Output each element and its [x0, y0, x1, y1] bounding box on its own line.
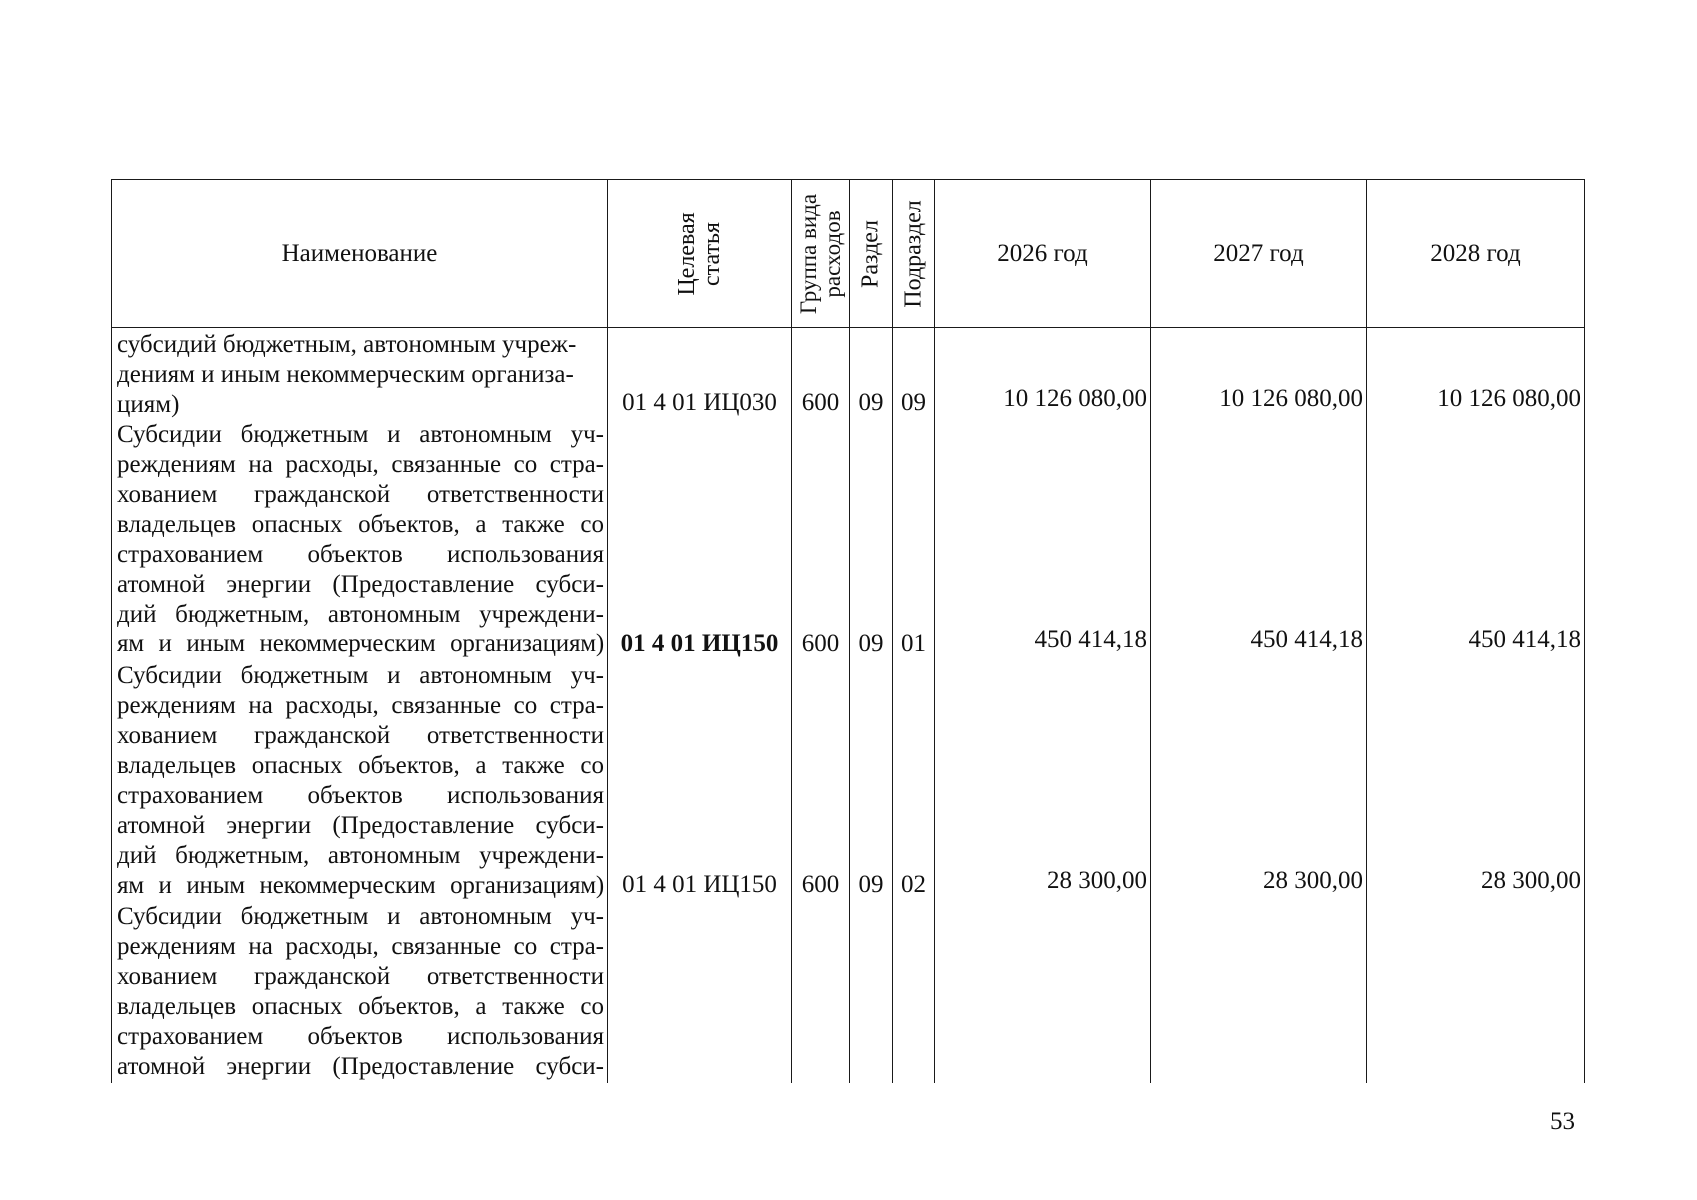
- row-y2027-cell: [1151, 661, 1367, 902]
- row-code-cell: [608, 328, 792, 421]
- row-y2028: 10 126 080,00: [1437, 385, 1581, 412]
- row-section: 09: [858, 389, 884, 416]
- table-row: [112, 661, 1585, 902]
- row-name-line: реждениям на расходы, связанные со стра-: [117, 451, 604, 479]
- table-header-row: [112, 180, 1585, 328]
- row-name-cell: [112, 328, 608, 421]
- row-y2026: 10 126 080,00: [1003, 385, 1147, 412]
- row-subsection-cell: [893, 328, 935, 421]
- row-name-line: страхованием объектов использования: [117, 781, 604, 809]
- row-y2026: 450 414,18: [1034, 626, 1147, 654]
- row-y2027-cell: [1151, 328, 1367, 421]
- row-code-cell: [608, 902, 792, 1083]
- row-group-cell: [792, 661, 850, 902]
- row-subsection-cell: [893, 661, 935, 902]
- header-year-2028: 2028 год: [1367, 180, 1585, 328]
- row-section: 09: [858, 871, 884, 899]
- row-y2027: 28 300,00: [1263, 867, 1363, 895]
- row-y2026-cell: [935, 902, 1151, 1083]
- row-name-line: хованием гражданской ответственности: [117, 963, 604, 991]
- table-row: [112, 902, 1585, 1083]
- row-name-line: субсидий бюджетным, автономным учреж-: [117, 331, 577, 358]
- page-number: 53: [1550, 1108, 1575, 1135]
- row-y2026-cell: [935, 328, 1151, 421]
- row-subsection: 09: [901, 389, 926, 416]
- row-name-line: Субсидии бюджетным и автономным уч-: [117, 662, 604, 690]
- header-section-text: Раздел: [857, 219, 884, 288]
- row-group: 600: [801, 630, 840, 658]
- row-subsection: 01: [901, 630, 926, 658]
- row-name-line: атомной энергии (Предоставление субси-: [117, 1052, 604, 1080]
- header-target-article: [608, 180, 792, 328]
- row-name-line: Субсидии бюджетным и автономным уч-: [117, 903, 604, 931]
- row-y2027: 10 126 080,00: [1219, 385, 1363, 412]
- row-name-line: дий бюджетным, автономным учреждени-: [117, 841, 604, 869]
- row-name-line: ям и иным некоммерческим организациям): [117, 630, 604, 658]
- row-code: 01 4 01 ИЦ150: [622, 871, 777, 899]
- row-name-cell: [112, 902, 608, 1083]
- row-section-cell: [850, 661, 893, 902]
- row-name-line: ям и иным некоммерческим организациям): [117, 871, 604, 899]
- row-name-line: циям): [117, 390, 180, 418]
- row-y2027: 450 414,18: [1250, 626, 1363, 654]
- row-name-line: владельцев опасных объектов, а также со: [117, 992, 604, 1020]
- row-name-line: реждениям на расходы, связанные со стра-: [117, 692, 604, 720]
- row-group: 600: [801, 389, 840, 416]
- row-name-line: атомной энергии (Предоставление субси-: [117, 570, 604, 598]
- header-expense-group: [792, 180, 850, 328]
- row-section-cell: [850, 902, 893, 1083]
- row-y2028: 28 300,00: [1481, 867, 1581, 895]
- row-y2028: 450 414,18: [1468, 626, 1581, 654]
- row-name-line: владельцев опасных объектов, а также со: [117, 751, 604, 779]
- row-section: 09: [858, 630, 884, 658]
- header-subsection-text: Подраздел: [900, 199, 926, 308]
- header-year-2027: 2027 год: [1151, 180, 1367, 328]
- row-name-line: дий бюджетным, автономным учреждени-: [117, 600, 604, 628]
- row-name-line: хованием гражданской ответственности: [117, 721, 604, 749]
- row-group-cell: [792, 902, 850, 1083]
- row-name-cell: [112, 420, 608, 661]
- header-expense-group-line1: Группа вида: [795, 193, 821, 314]
- header-section: [850, 180, 893, 328]
- header-name: Наименование: [112, 180, 608, 328]
- budget-table: [111, 179, 1585, 1083]
- header-target-article-line1: Целевая: [673, 211, 700, 296]
- row-name-line: дениям и иным некоммерческим организа-: [117, 360, 574, 388]
- row-name-line: страхованием объектов использования: [117, 1022, 604, 1050]
- row-y2028-cell: [1367, 420, 1585, 661]
- row-group-cell: [792, 420, 850, 661]
- row-subsection: 02: [901, 871, 926, 899]
- header-target-article-line2: статья: [698, 221, 725, 286]
- row-code-cell: [608, 420, 792, 661]
- row-name-line: Субсидии бюджетным и автономным уч-: [117, 421, 604, 449]
- header-subsection: [893, 180, 935, 328]
- row-section-cell: [850, 328, 893, 421]
- row-code-cell: [608, 661, 792, 902]
- row-y2028-cell: [1367, 902, 1585, 1083]
- table-row: [112, 328, 1585, 421]
- row-y2027-cell: [1151, 902, 1367, 1083]
- row-name-line: атомной энергии (Предоставление субси-: [117, 811, 604, 839]
- table-row: [112, 420, 1585, 661]
- row-y2026-cell: [935, 661, 1151, 902]
- row-section-cell: [850, 420, 893, 661]
- row-group: 600: [801, 871, 840, 899]
- row-y2028-cell: [1367, 661, 1585, 902]
- row-name-line: хованием гражданской ответственности: [117, 480, 604, 508]
- row-name-line: реждениям на расходы, связанные со стра-: [117, 933, 604, 961]
- header-expense-group-line2: расходов: [819, 209, 845, 298]
- row-code: 01 4 01 ИЦ030: [622, 389, 777, 416]
- row-subsection-cell: [893, 902, 935, 1083]
- row-code: 01 4 01 ИЦ150: [620, 630, 779, 658]
- row-name-line: владельцев опасных объектов, а также со: [117, 510, 604, 538]
- row-y2026-cell: [935, 420, 1151, 661]
- row-name-line: страхованием объектов использования: [117, 540, 604, 568]
- header-year-2026: 2026 год: [935, 180, 1151, 328]
- row-group-cell: [792, 328, 850, 421]
- row-subsection-cell: [893, 420, 935, 661]
- row-y2028-cell: [1367, 328, 1585, 421]
- row-name-cell: [112, 661, 608, 902]
- row-y2026: 28 300,00: [1047, 867, 1147, 895]
- row-y2027-cell: [1151, 420, 1367, 661]
